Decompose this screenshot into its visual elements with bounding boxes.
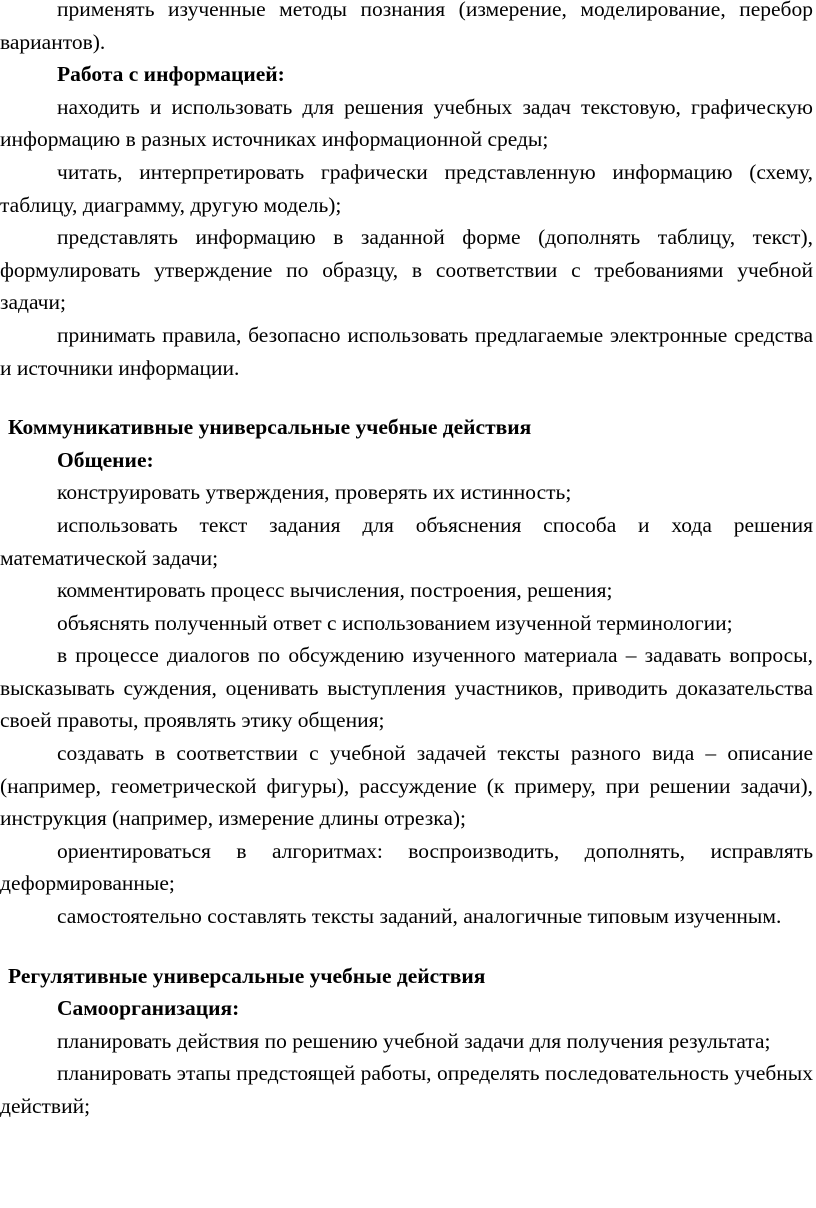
paragraph-plan-stages: планировать этапы предстоящей работы, определять последовательность учебных действий; (0, 1061, 813, 1118)
paragraph-find-use: находить и использовать для решения учебных задач текстовую, графическую информацию в разных источниках информационной среды; (0, 94, 813, 152)
heading-regulatory: Регулятивные универсальные учебные действия (8, 963, 486, 988)
paragraph-dialogue: в процессе диалогов по обсуждению изученного материала – задавать вопросы, высказывать суждения, оценивать выступления участников, приводить доказательства своей правоты, проявлять этику общения; (0, 643, 813, 733)
paragraph-compose-tasks: самостоятельно составлять тексты заданий, аналогичные типовым изученным. (57, 904, 782, 929)
paragraph-present-info: представлять информацию в заданной форме (дополнять таблицу, текст), формулировать утверждение по образцу, в соответствии с требованиями учебной задачи; (0, 225, 813, 315)
paragraph-methods: применять изученные методы познания (измерение, моделирование, перебор вариантов). (0, 0, 813, 54)
subheading-communication: Общение: (57, 447, 154, 472)
paragraph-explain: объяснять полученный ответ с использованием изученной терминологии; (57, 610, 733, 635)
paragraph-construct: конструировать утверждения, проверять их истинность; (57, 480, 572, 505)
subheading-self-organization: Самоорганизация: (57, 996, 240, 1021)
paragraph-algorithms: ориентироваться в алгоритмах: воспроизводить, дополнять, исправлять деформированные; (0, 838, 813, 896)
paragraph-read-interpret: читать, интерпретировать графически представленную информацию (схему, таблицу, диаграмму, другую модель); (0, 159, 813, 217)
paragraph-use-text: использовать текст задания для объяснения способа и хода решения математической задачи; (0, 512, 813, 570)
subheading-information: Работа с информацией: (57, 62, 285, 87)
section-gap (0, 384, 813, 411)
paragraph-create-texts: создавать в соответствии с учебной задачей тексты разного вида – описание (например, геометрической фигуры), рассуждение (к примеру, при решении задачи), инструкция (например, измерение длины отрезка); (0, 741, 813, 831)
paragraph-plan-actions: планировать действия по решению учебной задачи для получения результата; (57, 1028, 771, 1053)
paragraph-accept-rules: принимать правила, безопасно использовать предлагаемые электронные средства и источники информации. (0, 322, 813, 380)
section-gap (0, 933, 813, 960)
heading-communicative: Коммуникативные универсальные учебные действия (8, 415, 532, 440)
paragraph-comment: комментировать процесс вычисления, построения, решения; (57, 578, 613, 603)
